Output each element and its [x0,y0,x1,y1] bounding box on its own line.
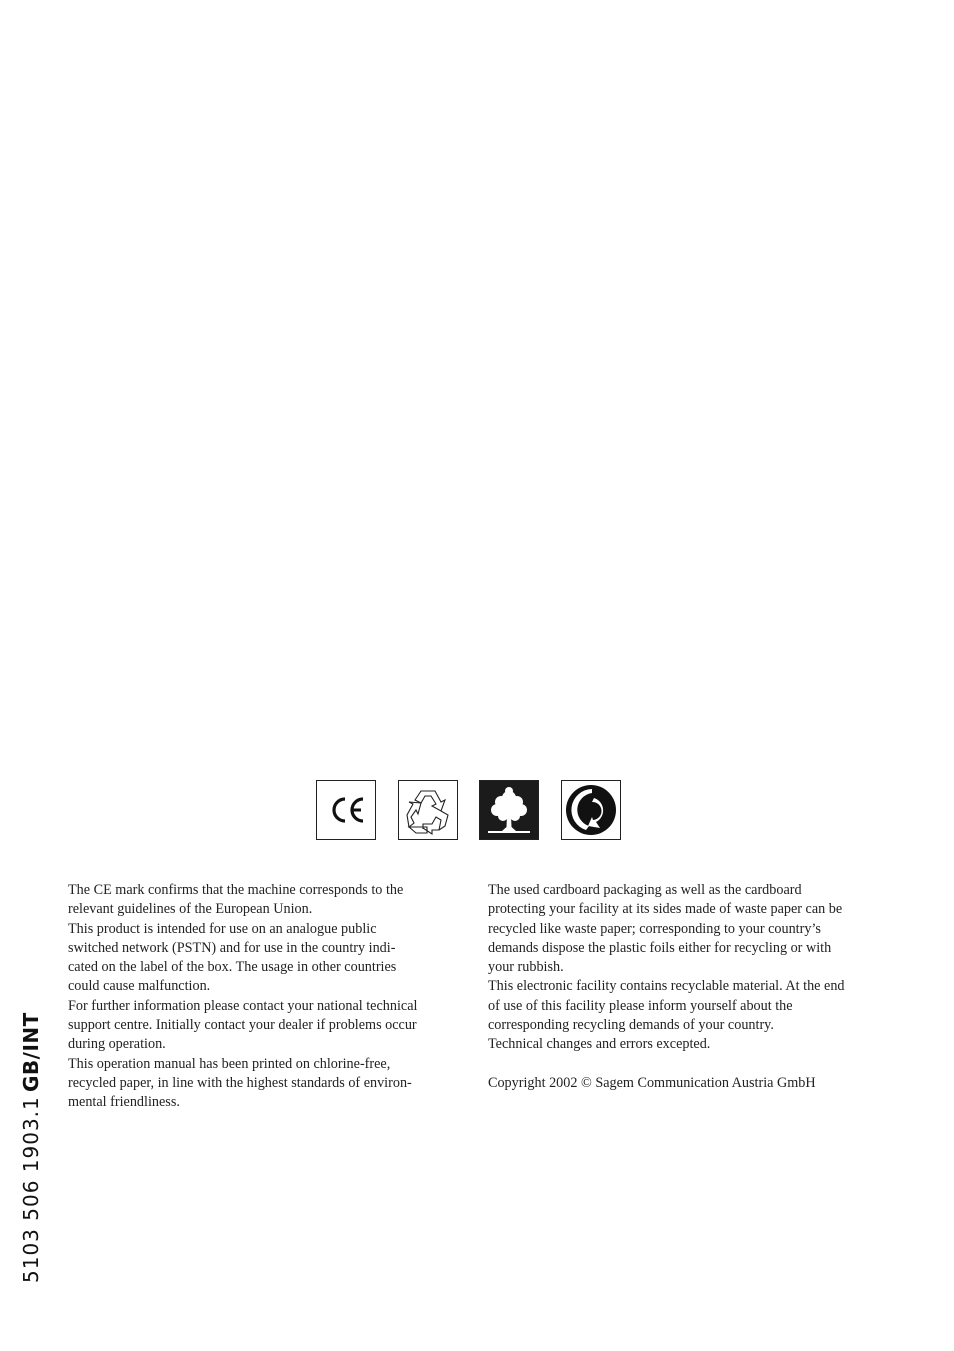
text-line: support centre. Initially contact your dealer if problems occur [68,1017,417,1034]
part-number: 5103 506 1903.1 [19,1096,43,1283]
text-line: switched network (PSTN) and for use in the country indi- [68,939,396,956]
spacer [488,1055,868,1074]
text-line: The used cardboard packaging as well as the cardboard [488,882,802,898]
text-line: corresponding recycling demands of your country. [488,1017,774,1034]
recycling-information-text [488,881,868,1093]
green-dot-icon [561,780,621,840]
certification-logos [316,780,622,840]
text-line: recycled like waste paper; corresponding to your country’s [488,920,821,937]
text-line: This product is intended for use on an analogue public [68,920,377,937]
text-line: recycled paper, in line with the highest standards of environ- [68,1074,412,1091]
text-line: This operation manual has been printed on chlorine-free, [68,1055,391,1072]
text-line: demands dispose the plastic foils either for recycling or with [488,939,832,956]
text-line: could cause malfunction. [68,978,211,995]
text-line: Technical changes and errors excepted. [488,1036,711,1053]
ce-information-text [68,881,448,1113]
text-line: your rubbish. [488,959,564,976]
text-line: relevant guidelines of the European Union. [68,901,313,918]
text-line: This electronic facility contains recyclable material. At the end [488,978,845,995]
region-code: GB/INT [19,1012,43,1092]
copyright-notice: Copyright 2002 © Sagem Communication Austria GmbH [488,1074,816,1091]
side-margin-label [0,0,43,1283]
text-line: For further information please contact your national technical [68,997,418,1014]
text-line: The CE mark confirms that the machine corresponds to the [68,882,404,898]
ce-mark-icon [316,780,376,840]
text-line: during operation. [68,1036,166,1053]
text-line: mental friendliness. [68,1094,180,1111]
text-line: protecting your facility at its sides made of waste paper can be [488,901,843,918]
recycle-icon [398,780,458,840]
text-line: cated on the label of the box. The usage in other countries [68,959,397,976]
text-line: of use of this facility please inform yourself about the [488,997,793,1014]
tree-icon [479,780,539,840]
